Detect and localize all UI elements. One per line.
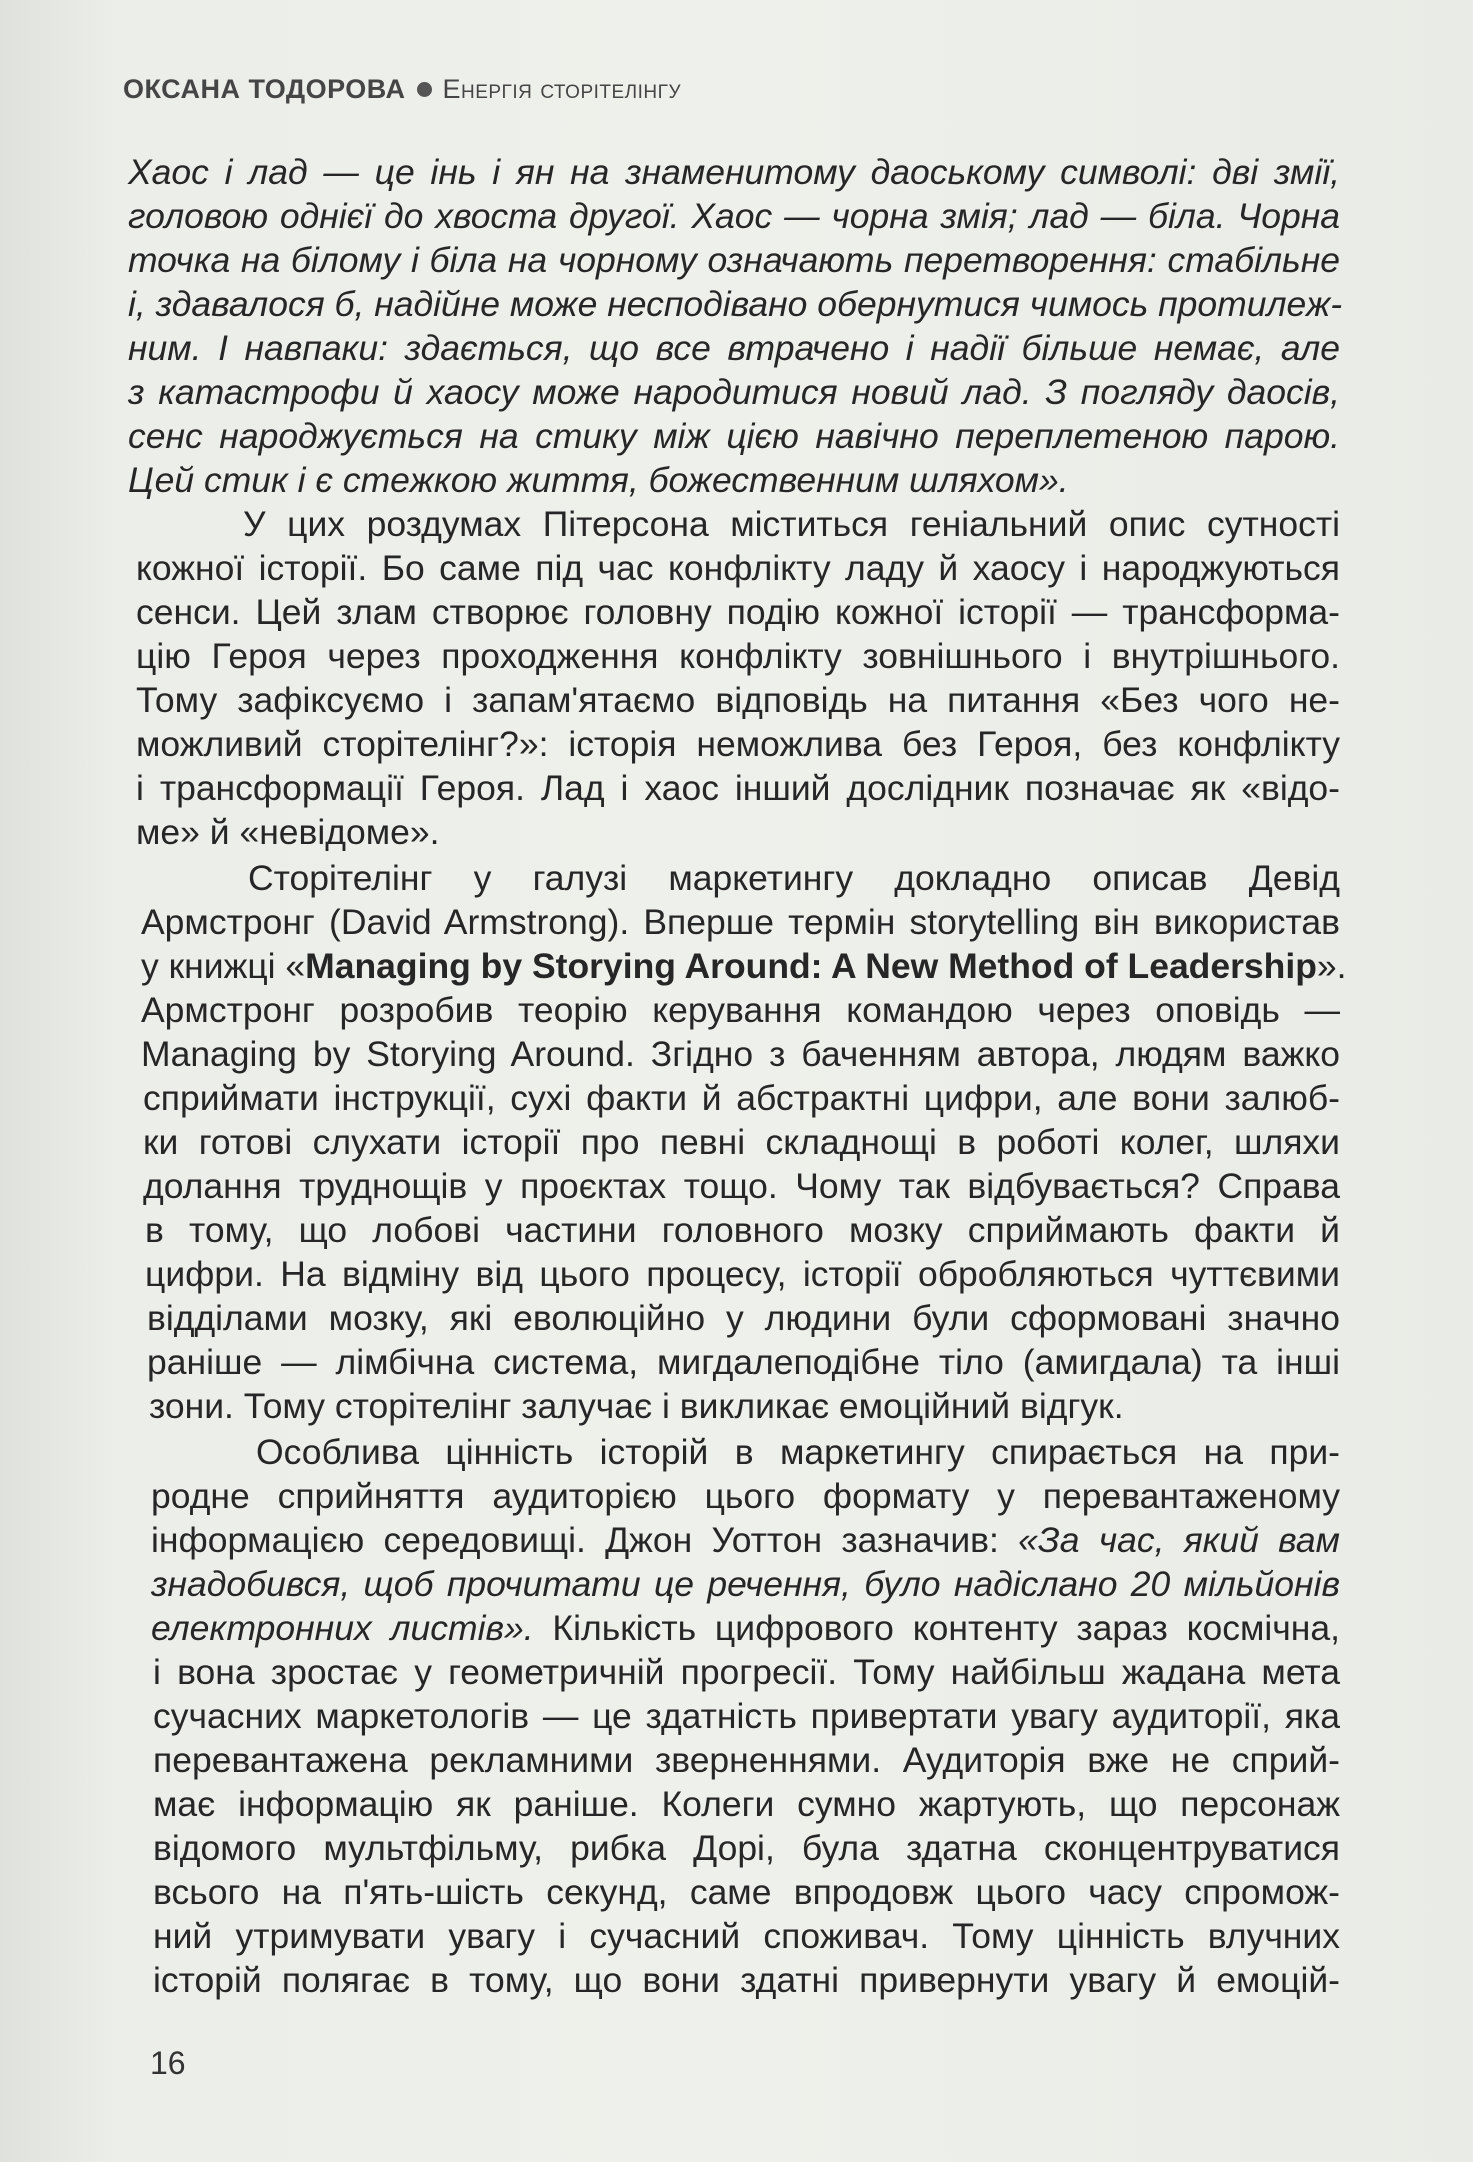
quote-line: і, здавалося б, надійне може несподівано обернутися чимось протилеж- xyxy=(128,284,1343,324)
paragraph-line: зони. Тому сторітелінг залучає і викликає емоційний відгук. xyxy=(149,1386,1124,1426)
paragraph-line: ний утримувати увагу і сучасний споживач. Тому цінність влучних xyxy=(153,1916,1340,1956)
paragraph-line: відділами мозку, які еволюційно у людини були сформовані значно xyxy=(147,1298,1340,1338)
paragraph-line: родне сприйняття аудиторією цього формату у перевантаженому xyxy=(151,1476,1340,1516)
paragraph-line: У цих роздумах Пітерсона міститься геніальний опис сутності xyxy=(243,504,1340,544)
page-number: 16 xyxy=(150,2045,186,2081)
paragraph-line: сприймати інструкції, сухі факти й абстрактні цифри, але вони залюб- xyxy=(143,1078,1340,1118)
paragraph-line: Армстронг розробив теорію керування командою через оповідь — xyxy=(141,990,1340,1030)
paragraph-line: і трансформації Героя. Лад і хаос інший дослідник позначає як «відо- xyxy=(136,768,1340,808)
paragraph-line: раніше — лімбічна система, мигдалеподібне тіло (амигдала) та інші xyxy=(147,1342,1340,1382)
paragraph-line: долання труднощів у проєктах тощо. Чому так відбувається? Справа xyxy=(143,1166,1340,1206)
quote-line: сенс народжується на стику між цією навічно переплетеною парою. xyxy=(128,416,1340,456)
paragraph-line: перевантажена рекламними зверненнями. Аудиторія вже не сприй- xyxy=(153,1740,1340,1780)
bullet-dot-icon xyxy=(417,82,432,97)
quote-line: точка на білому і біла на чорному означають перетворення: стабільне xyxy=(128,240,1340,280)
paragraph-line: відомого мультфільму, рибка Дорі, була здатна сконцентруватися xyxy=(153,1828,1340,1868)
quote-line: головою однієї до хвоста другої. Хаос — чорна змія; лад — біла. Чорна xyxy=(128,196,1340,236)
paragraph-line: Сторітелінг у галузі маркетингу докладно описав Девід xyxy=(248,858,1340,898)
paragraph-line: всього на п'ять-шість секунд, саме впродовж цього часу спромож- xyxy=(153,1872,1340,1912)
quote-run: «За час, який вам xyxy=(1018,1520,1340,1560)
text-run: Кількість цифрового контенту зараз космічна, xyxy=(533,1608,1340,1648)
paragraph-line: цифри. На відміну від цього процесу, історії обробляються чуттєвими xyxy=(145,1254,1340,1294)
paragraph-line xyxy=(151,1606,1340,1650)
paragraph-line: Тому зафіксуємо і запам'ятаємо відповідь на питання «Без чого не- xyxy=(136,680,1340,720)
paragraph-line: кожної історії. Бо саме під час конфлікту ладу й хаосу і народжуються xyxy=(136,548,1340,588)
quote-line: Цей стик і є стежкою життя, божественним шляхом». xyxy=(128,460,1069,500)
paragraph-line: Особлива цінність історій в маркетингу спирається на при- xyxy=(256,1432,1340,1472)
paragraph-line: сенси. Цей злам створює головну подію кожної історії — трансформа- xyxy=(136,592,1340,632)
quote-line: ним. І навпаки: здається, що все втрачено і надії більше немає, але xyxy=(128,328,1340,368)
paragraph-line xyxy=(141,944,1347,988)
paragraph-line: Армстронг (David Armstrong). Вперше термін storytelling він використав xyxy=(141,902,1340,942)
paragraph-line: Managing by Storying Around. Згідно з баченням автора, людям важко xyxy=(141,1034,1340,1074)
text-run: ». xyxy=(1316,946,1347,986)
paragraph-line: сучасних маркетологів — це здатність привертати увагу аудиторії, яка xyxy=(153,1696,1340,1736)
quote-run: електронних листів». xyxy=(151,1608,534,1648)
text-run: інформацією середовищі. Джон Уоттон зазначив: xyxy=(151,1520,1019,1560)
paragraph-line: має інформацію як раніше. Колеги сумно жартують, що персонаж xyxy=(153,1784,1340,1824)
paragraph-line: в тому, що лобові частини головного мозку сприймають факти й xyxy=(145,1210,1340,1250)
paragraph-line: і вона зростає у геометричній прогресії. Тому найбільш жадана мета xyxy=(153,1652,1340,1692)
paragraph-line: цію Героя через проходження конфлікту зовнішнього і внутрішнього. xyxy=(136,636,1340,676)
quote-line: Хаос і лад — це інь і ян на знаменитому даоському символі: дві змії, xyxy=(128,152,1340,192)
paragraph-line: знадобився, щоб прочитати це речення, було надіслано 20 мільйонів xyxy=(151,1564,1340,1604)
paragraph-line: ме» й «невідоме». xyxy=(136,812,440,852)
quote-line: з катастрофи й хаосу може народитися новий лад. З погляду даосів, xyxy=(128,372,1340,412)
paragraph-line xyxy=(151,1518,1340,1562)
book-name: Managing by Storying Around: A New Method of Leadership xyxy=(305,946,1317,986)
text-run: у книжці « xyxy=(141,946,306,986)
running-header xyxy=(123,74,681,105)
header-book-title: Енергія сторітелінгу xyxy=(442,74,682,104)
paragraph-line: ки готові слухати історії про певні складнощі в роботі колег, шляхи xyxy=(143,1122,1340,1162)
paragraph-line: можливий сторітелінг?»: історія неможлива без Героя, без конфлікту xyxy=(136,724,1340,764)
paragraph-line: історій полягає в тому, що вони здатні привернути увагу й емоцій- xyxy=(153,1960,1340,2000)
header-author: ОКСАНА ТОДОРОВА xyxy=(123,74,406,104)
